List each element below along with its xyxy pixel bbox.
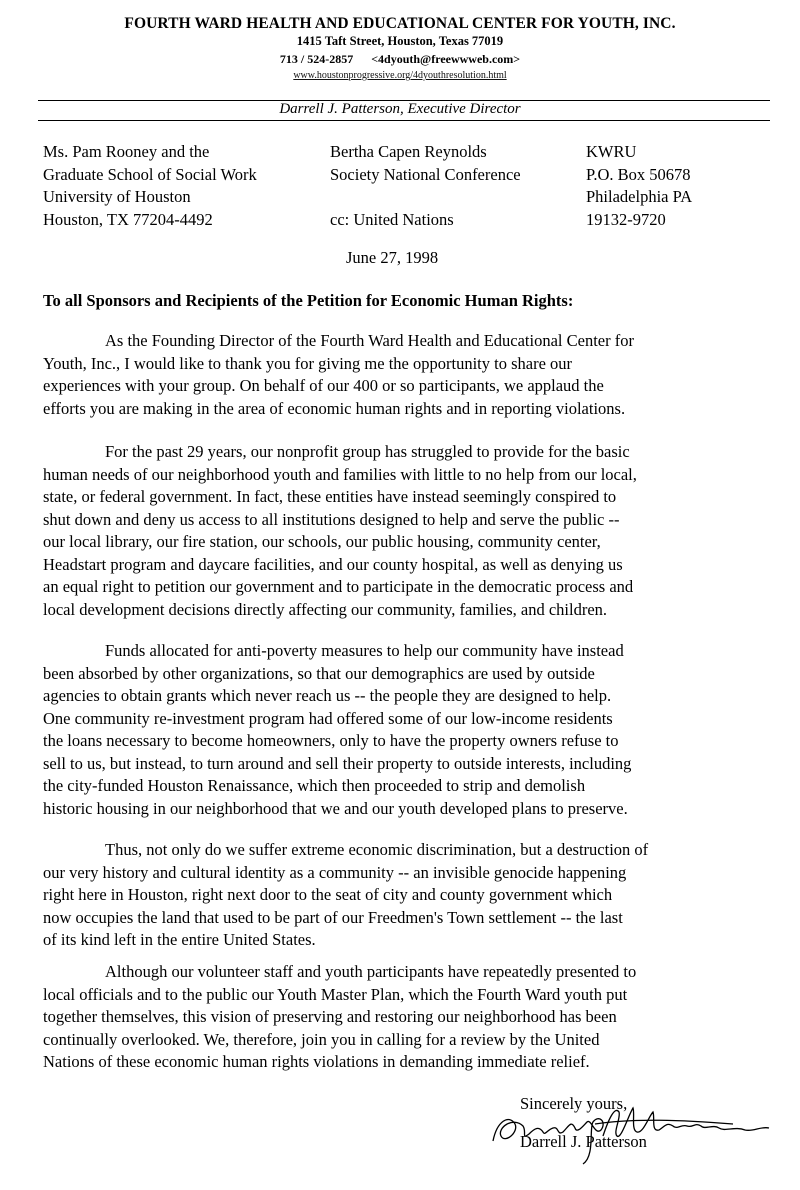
text-line: experiences with your group. On behalf of our 400 or so participants, we applaud the — [43, 376, 604, 395]
address-line: University of Houston — [43, 187, 191, 206]
text-line: sell to us, but instead, to turn around and sell their property to outside interests, including — [43, 753, 632, 773]
text-line: together themselves, this vision of preserving and restoring our neighborhood has been — [43, 1007, 617, 1026]
text-line: efforts you are making in the area of economic human rights and in reporting violations. — [43, 398, 626, 418]
text-line: now occupies the land that used to be part of our Freedmen's Town settlement -- the last — [43, 907, 623, 927]
text-line: Headstart program and daycare facilities, and our county hospital, as well as denying us — [43, 554, 623, 574]
text-line: human needs of our neighborhood youth and families with little to no help from our local, — [43, 464, 637, 484]
text-line: historic housing in our neighborhood that we and our youth developed plans to preserve. — [43, 798, 628, 818]
website-link[interactable]: www.houstonprogressive.org/4dyouthresolution.html — [293, 70, 507, 81]
handwritten-signature — [483, 1096, 783, 1166]
text-line: Although our volunteer staff and youth participants have repeatedly presented to — [105, 962, 637, 981]
text-line: right here in Houston, right next door to the seat of city and county government which — [43, 885, 613, 904]
recipient-address-rooney — [43, 141, 257, 231]
text-line: Funds allocated for anti-poverty measures to help our community have instead — [105, 641, 624, 660]
paragraph-1 — [43, 330, 800, 420]
phone-number: 713 / 524-2857 — [279, 52, 354, 66]
text-line: state, or federal government. In fact, these entities have instead seemingly conspired to — [43, 487, 617, 506]
address-line — [330, 186, 521, 209]
salutation: To all Sponsors and Recipients of the Petition for Economic Human Rights: — [43, 291, 574, 310]
organization-name: FOURTH WARD HEALTH AND EDUCATIONAL CENTER FOR YOUTH, INC. — [124, 15, 676, 32]
letter-date: June 27, 1998 — [346, 248, 439, 267]
text-line: As the Founding Director of the Fourth Ward Health and Educational Center for — [105, 331, 634, 350]
signature-stroke — [595, 1120, 733, 1124]
letterhead-divider-bottom — [38, 120, 770, 121]
text-line: continually overlooked. We, therefore, join you in calling for a review by the United — [43, 1029, 600, 1049]
address-line: KWRU — [586, 142, 637, 161]
text-line: the city-funded Houston Renaissance, which then proceeded to strip and demolish — [43, 776, 586, 795]
text-line: the loans necessary to become homeowners, only to have the property owners refuse to — [43, 731, 619, 750]
recipient-address-bcr — [330, 141, 521, 231]
text-line: Thus, not only do we suffer extreme economic discrimination, but a destruction of — [105, 840, 649, 859]
paragraph-4 — [43, 839, 800, 952]
recipient-address-kwru — [586, 141, 692, 231]
cc-line: cc: United Nations — [330, 209, 454, 229]
address-line: Philadelphia PA — [586, 187, 693, 206]
paragraph-3 — [43, 640, 800, 820]
text-line: agencies to obtain grants which never reach us -- the people they are designed to help. — [43, 686, 612, 705]
text-line: local officials and to the public our Youth Master Plan, which the Fourth Ward youth put — [43, 984, 628, 1004]
text-line: our very history and cultural identity as a community -- an invisible genocide happening — [43, 862, 627, 882]
text-line: Nations of these economic human rights violations in demanding immediate relief. — [43, 1052, 590, 1071]
text-line: our local library, our fire station, our schools, our public housing, community center, — [43, 532, 601, 551]
paragraph-5 — [43, 961, 800, 1074]
address-line: P.O. Box 50678 — [586, 164, 691, 184]
text-line: of its kind left in the entire United States. — [43, 930, 316, 949]
address-line: Ms. Pam Rooney and the — [43, 142, 210, 161]
address-line: 19132-9720 — [586, 209, 666, 229]
address-line: Graduate School of Social Work — [43, 164, 257, 184]
address-line: Houston, TX 77204-4492 — [43, 209, 213, 229]
address-line: Society National Conference — [330, 164, 521, 184]
text-line: an equal right to petition our government and to participate in the democratic process and — [43, 577, 634, 596]
text-line: For the past 29 years, our nonprofit group has struggled to provide for the basic — [105, 442, 630, 461]
email-address[interactable]: <4dyouth@freewwweb.com> — [371, 52, 521, 66]
address-line: Bertha Capen Reynolds — [330, 142, 487, 161]
text-line: shut down and deny us access to all institutions designed to help and serve the public -- — [43, 509, 620, 529]
organization-contact — [0, 52, 800, 67]
organization-address: 1415 Taft Street, Houston, Texas 77019 — [296, 34, 504, 48]
text-line: been absorbed by other organizations, so that our demographics are used by outside — [43, 663, 595, 683]
text-line: local development decisions directly affecting our community, families, and children. — [43, 599, 608, 619]
text-line: Youth, Inc., I would like to thank you for giving me the opportunity to share our — [43, 353, 573, 373]
paragraph-2 — [43, 441, 800, 621]
closing: Sincerely yours, — [520, 1094, 628, 1113]
text-line: One community re-investment program had offered some of our low-income residents — [43, 708, 613, 728]
signer-name: Darrell J. Patterson — [520, 1132, 647, 1151]
executive-director: Darrell J. Patterson, Executive Director — [279, 101, 521, 117]
